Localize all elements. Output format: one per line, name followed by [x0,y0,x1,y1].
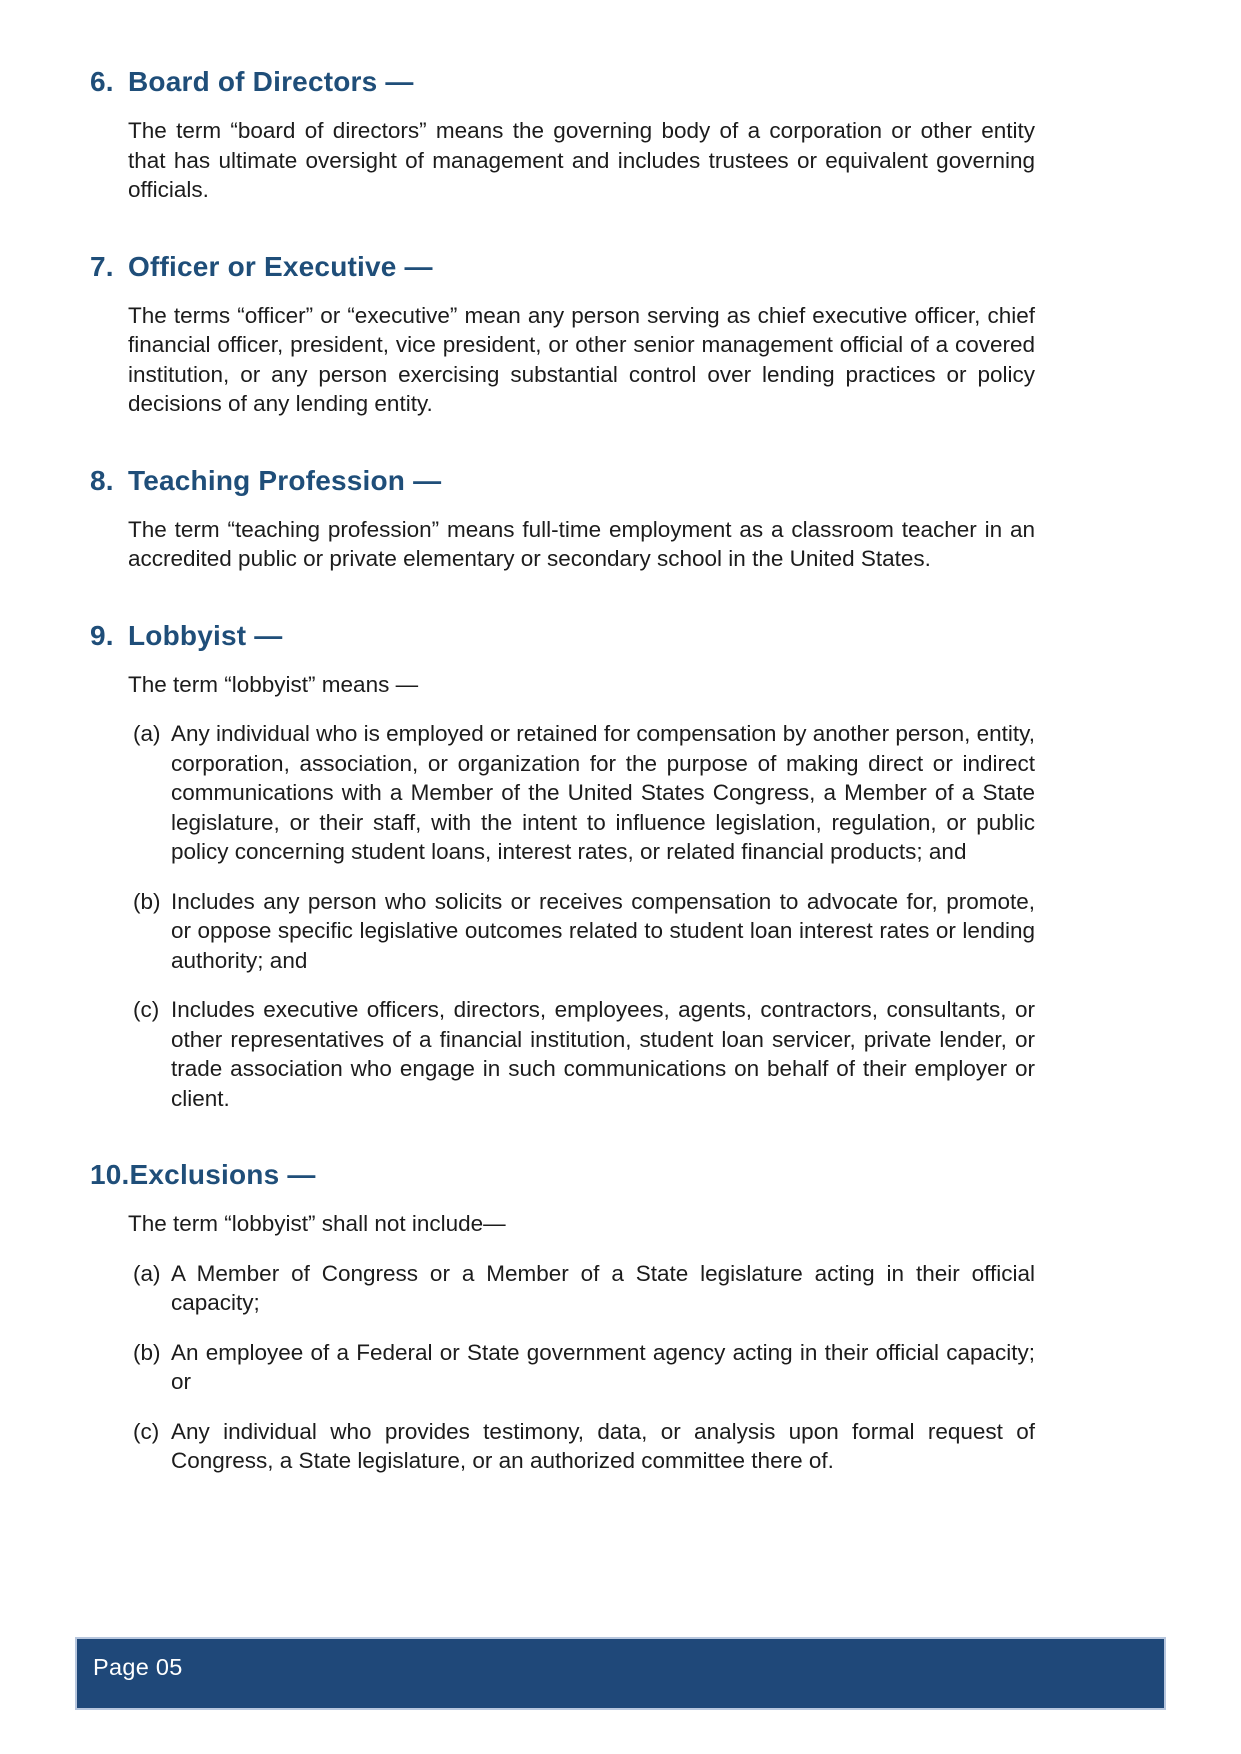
section-board-of-directors [90,66,1035,205]
list-item [133,887,1035,976]
list-item-label: (a) [133,721,161,746]
list-item-text: Includes executive officers, directors, employees, agents, contractors, consultants, or other representatives of a financial institution, student loan servicer, private lender, or trade association who engage in such communications on behalf of their employer or client. [171,997,1035,1111]
section-paragraph: The terms “officer” or “executive” mean any person serving as chief executive officer, chief financial officer, president, vice president, or other senior management official of a covered institution, or any person exercising substantial control over lending practices or policy decisions of any lending entity. [128,302,1035,416]
section-heading [90,620,1035,652]
section-paragraph: The term “lobbyist” shall not include— [128,1211,506,1236]
section-heading [90,66,1035,98]
list-item [133,1259,1035,1318]
section-paragraph: The term “teaching profession” means full-time employment as a classroom teacher in an accredited public or private elementary or secondary school in the United States. [128,516,1035,571]
section-paragraph: The term “board of directors” means the governing body of a corporation or other entity that has ultimate oversight of management and includes trustees or equivalent governing officials. [128,118,1035,202]
section-title: Lobbyist — [128,619,283,651]
list-item [133,995,1035,1113]
section-number: 8. [90,464,114,496]
section-exclusions [90,1159,1035,1476]
section-number: 9. [90,619,114,651]
section-number: 7. [90,250,114,282]
list-item-text: Any individual who is employed or retained for compensation by another person, entity, corporation, association, or organization for the purpose of making direct or indirect communications with a Member of the United States Congress, a Member of a State legislature, or their staff, with the intent to influence legislation, regulation, or public policy concerning student loans, interest rates, or related financial products; and [171,721,1035,864]
footer-bar [75,1637,1166,1710]
section-title: Exclusions — [129,1159,316,1190]
list-item-label: (a) [133,1260,161,1286]
list-item-label: (b) [133,1339,161,1365]
definitions-content [90,66,1035,1522]
page-number: Page 05 [93,1654,183,1680]
list-item-label: (b) [133,888,161,914]
section-number: 10. [90,1159,130,1190]
section-number: 6. [90,66,114,97]
list-item-text: Any individual who provides testimony, data, or analysis upon formal request of Congress, a State legislature, or an authorized committee there of. [171,1418,1035,1473]
list-item-label: (c) [133,1418,160,1444]
section-title: Teaching Profession — [128,464,442,496]
section-title: Board of Directors — [128,66,414,97]
list-item [133,1338,1035,1397]
list-item-text: A Member of Congress or a Member of a State legislature acting in their official capacity; [171,1260,1035,1315]
section-paragraph: The term “lobbyist” means — [128,671,419,697]
section-heading [90,1159,1035,1191]
list-item-text: Includes any person who solicits or receives compensation to advocate for, promote, or oppose specific legislative outcomes related to student loan interest rates or lending authority; and [171,888,1035,973]
section-heading [90,251,1035,283]
list-item-text: An employee of a Federal or State government agency acting in their official capacity; or [171,1339,1035,1394]
section-officer-or-executive [90,251,1035,419]
section-heading [90,465,1035,497]
list-item [133,1417,1035,1476]
section-title: Officer or Executive — [128,250,433,282]
list-item [133,719,1035,867]
section-teaching-profession [90,465,1035,574]
list-item-label: (c) [133,997,160,1022]
section-lobbyist [90,620,1035,1114]
